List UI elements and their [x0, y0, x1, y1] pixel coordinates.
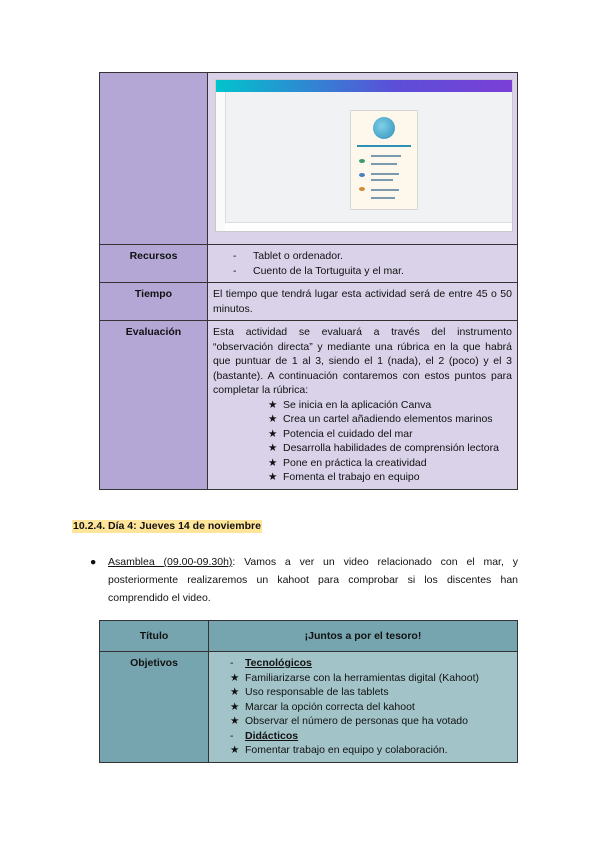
titulo-label: Título [100, 621, 209, 652]
recursos-row [100, 245, 518, 283]
criterion-item: ★ Fomenta el trabajo en equipo [268, 471, 420, 483]
titulo-value: ¡Juntos a por el tesoro! [209, 621, 518, 652]
recursos-label: Recursos [100, 245, 208, 283]
tiempo-text: El tiempo que tendrá lugar esta actividad será de entre 45 o 50 minutos. [208, 283, 518, 321]
star-icon: ★ [230, 715, 240, 727]
tiempo-row [100, 283, 518, 321]
star-icon: ★ [268, 471, 278, 483]
recursos-cell [208, 245, 518, 283]
criterion-item: ★ Pone en práctica la creatividad [268, 456, 427, 469]
objective-item: ★ Uso responsable de las tablets [230, 686, 389, 698]
ocean-poster-thumbnail [350, 110, 418, 210]
subheading-didacticos: - Didácticos [230, 729, 299, 742]
star-icon: ★ [268, 456, 278, 469]
screenshot-cell [208, 73, 518, 245]
objective-item: ★ Fomentar trabajo en equipo y colaboración. [230, 744, 448, 756]
star-icon: ★ [268, 413, 278, 425]
assembly-title: Asamblea (09.00-09.30h) [108, 556, 233, 568]
recurso-item: - Tablet o ordenador. [233, 249, 512, 264]
screenshot-row [100, 73, 518, 245]
criterion-item: ★ Se inicia en la aplicación Canva [268, 398, 432, 411]
criterion-item: ★ Crea un cartel añadiendo elementos marinos [268, 413, 493, 425]
activity-table-day4 [99, 620, 518, 763]
screenshot-label-cell [100, 73, 208, 245]
assembly-paragraph [90, 553, 518, 607]
assembly-text: : Vamos a ver un video relacionado con el mar, y posteriormente realizaremos un kahoot para comprobar si los discentes han comprendido el video. [108, 556, 518, 604]
canva-screenshot [215, 79, 513, 232]
objetivos-cell [209, 652, 518, 763]
canva-toolbar [216, 80, 512, 92]
star-icon: ★ [230, 744, 240, 756]
evaluacion-row [100, 321, 518, 490]
star-icon: ★ [268, 398, 278, 411]
objetivos-label: Objetivos [100, 652, 209, 763]
canva-sidebar [216, 92, 226, 231]
criterion-item: ★ Potencia el cuidado del mar [268, 427, 413, 440]
star-icon: ★ [268, 427, 278, 440]
evaluacion-cell [208, 321, 518, 490]
activity-table-day3 [99, 72, 518, 490]
objetivos-row [100, 652, 518, 763]
subheading-tecnologicos: - Tecnológicos [230, 657, 312, 669]
section-heading: 10.2.4. Día 4: Jueves 14 de noviembre [73, 520, 261, 532]
star-icon: ★ [230, 671, 240, 684]
bullet-icon: ● [90, 556, 97, 568]
tiempo-label: Tiempo [100, 283, 208, 321]
recurso-item: - Cuento de la Tortuguita y el mar. [233, 264, 512, 279]
titulo-row [100, 621, 518, 652]
star-icon: ★ [268, 442, 278, 454]
criterion-item: ★ Desarrolla habilidades de comprensión lectora [268, 442, 499, 454]
star-icon: ★ [230, 686, 240, 698]
evaluacion-label: Evaluación [100, 321, 208, 490]
objective-item: ★ Marcar la opción correcta del kahoot [230, 700, 415, 713]
evaluacion-text: Esta actividad se evaluará a través del instrumento “observación directa” y mediante una rúbrica en la que habrá que puntuar de 1 al 3, siendo el 1 (nada), el 2 (poco) y el 3 (bastante). A continuación contaremos con estos puntos para completar la rúbrica: [213, 326, 512, 396]
star-icon: ★ [230, 700, 240, 713]
globe-icon [373, 117, 395, 139]
objective-item: ★ Familiarizarse con la herramientas digital (Kahoot) [230, 671, 480, 684]
canva-bottom-bar [225, 222, 512, 231]
objective-item: ★ Observar el número de personas que ha votado [230, 715, 468, 727]
